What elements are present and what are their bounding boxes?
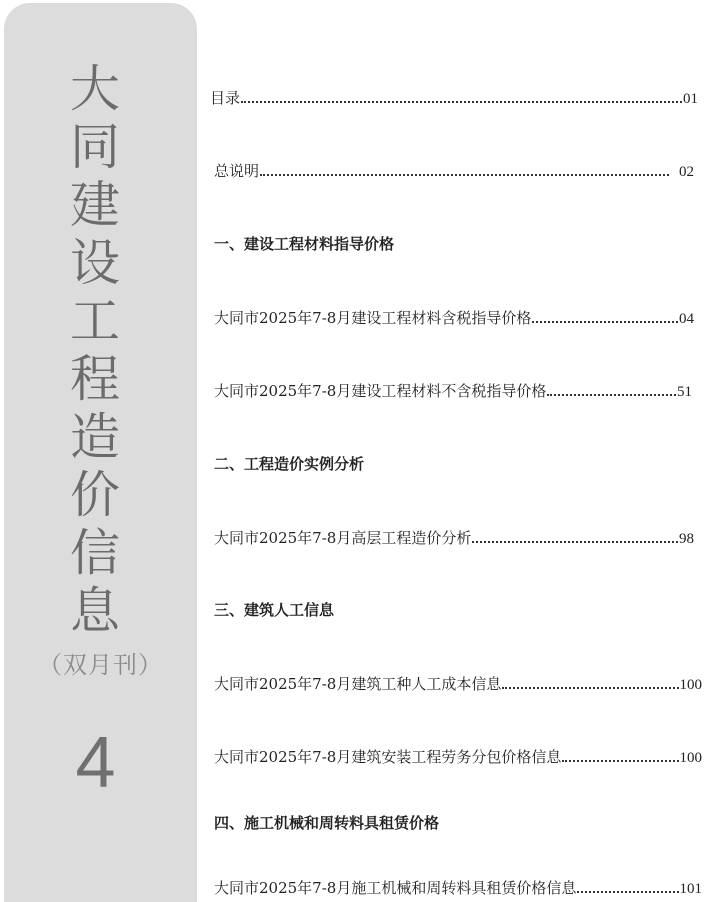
toc-section-heading[interactable]: 三、建筑人工信息 <box>214 601 335 619</box>
title-char: 设 <box>70 234 120 292</box>
title-char: 建 <box>70 176 120 234</box>
toc-page-number: 02 <box>679 164 694 180</box>
toc-page-number: 100 <box>679 677 702 693</box>
toc-section-heading[interactable]: 一、建设工程材料指导价格 <box>214 235 395 253</box>
title-char: 工 <box>70 292 120 350</box>
dot-leader <box>532 321 678 323</box>
toc-page-number: 51 <box>677 384 692 400</box>
dot-leader <box>562 760 678 762</box>
dot-leader <box>547 394 676 396</box>
toc-page-number: 98 <box>679 531 694 547</box>
toc-entry[interactable] <box>214 380 692 401</box>
title-char: 同 <box>70 118 120 176</box>
toc-entry[interactable] <box>214 527 694 548</box>
dot-leader <box>241 101 682 103</box>
toc-page-number: 01 <box>683 91 698 107</box>
toc-entry[interactable] <box>214 746 702 767</box>
toc-entry-label: 大同市2025年7-8月建设工程材料含税指导价格 <box>214 309 532 327</box>
issue-number: 4 <box>75 723 116 803</box>
publication-frequency: （双月刊） <box>38 651 163 679</box>
toc-entry[interactable] <box>214 673 702 694</box>
title-char: 价 <box>70 466 120 524</box>
toc-entry-label: 目录 <box>210 89 241 107</box>
dot-leader <box>260 174 669 176</box>
dot-leader <box>472 541 678 543</box>
title-char: 造 <box>70 408 120 466</box>
toc-entry-label: 总说明 <box>214 162 260 180</box>
title-char: 息 <box>70 582 120 640</box>
dot-leader <box>502 687 678 689</box>
toc-entry-label: 大同市2025年7-8月建筑安装工程劳务分包价格信息 <box>214 748 562 766</box>
toc-entry-general-notes[interactable] <box>214 160 694 181</box>
toc-page-number: 101 <box>679 881 702 897</box>
toc-page-number: 04 <box>679 311 694 327</box>
title-char: 大 <box>70 60 120 118</box>
toc-entry-label: 大同市2025年7-8月高层工程造价分析 <box>214 529 472 547</box>
toc-entry[interactable] <box>214 877 702 898</box>
title-char: 程 <box>70 350 120 408</box>
toc-entry-label: 大同市2025年7-8月建筑工种人工成本信息 <box>214 675 502 693</box>
toc-entry-label: 大同市2025年7-8月施工机械和周转料具租赁价格信息 <box>214 879 577 897</box>
toc-section-heading[interactable]: 二、工程造价实例分析 <box>214 455 365 473</box>
dot-leader <box>577 891 678 893</box>
title-char: 信 <box>70 524 120 582</box>
toc-section-heading[interactable]: 四、施工机械和周转料具租赁价格 <box>214 814 440 832</box>
toc-entry-label: 大同市2025年7-8月建设工程材料不含税指导价格 <box>214 382 547 400</box>
toc-entry-contents[interactable] <box>210 87 698 108</box>
toc-entry[interactable] <box>214 307 694 328</box>
toc-page-number: 100 <box>679 750 702 766</box>
